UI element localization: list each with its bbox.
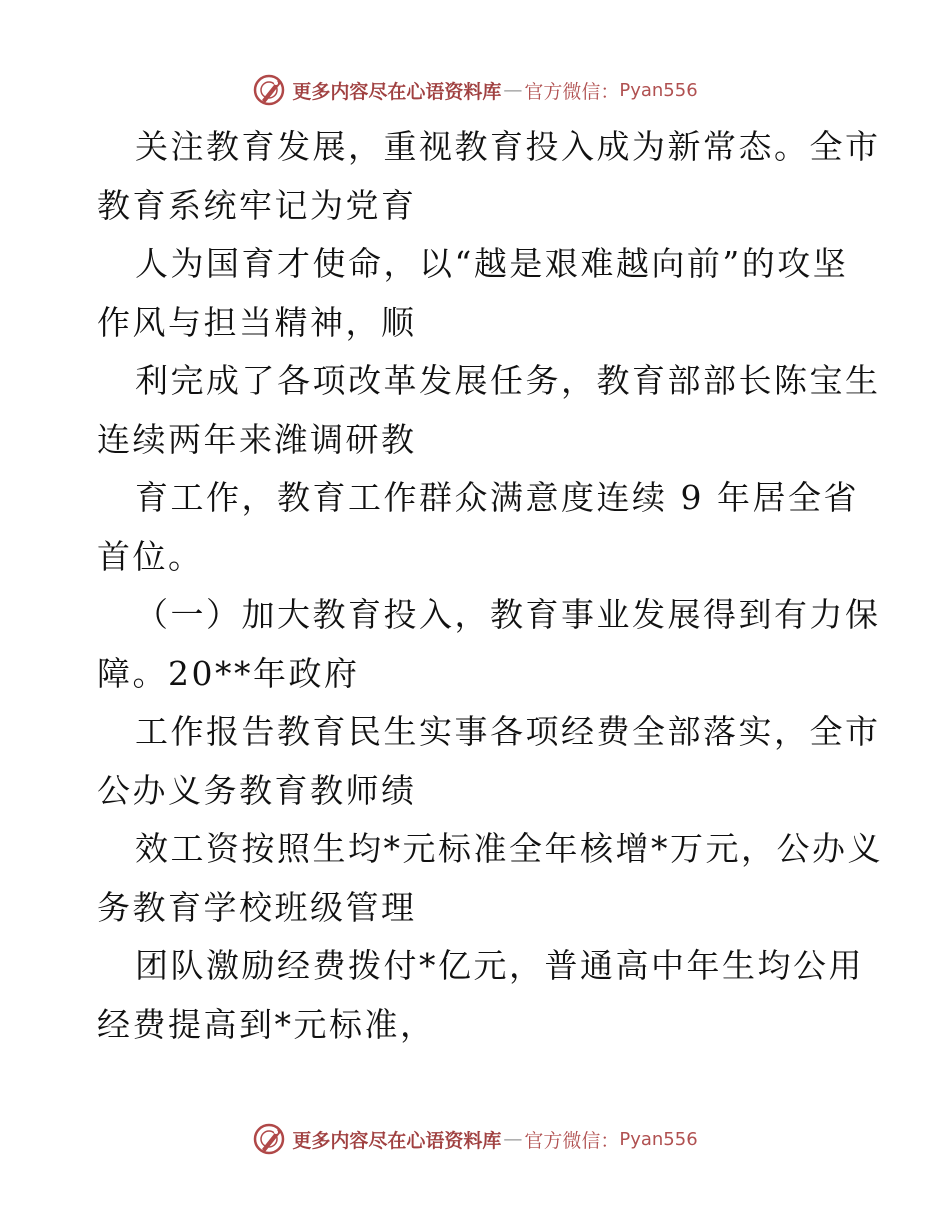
- text-line: 育工作，教育工作群众满意度连续 9 年居全省: [135, 478, 859, 517]
- banner-wechat-label: 官方微信：: [524, 80, 620, 103]
- banner-wechat-id: Pyan556: [619, 79, 698, 101]
- text-line: 公办义务教育教师绩: [97, 770, 417, 810]
- text-line: 工作报告教育民生实事各项经费全部落实，全市: [135, 712, 881, 751]
- text-line: 作风与担当精神，顺: [97, 302, 417, 342]
- text-line: 教育系统牢记为党育: [97, 185, 417, 225]
- text-line: 经费提高到*元标准，: [97, 1004, 436, 1044]
- text-line: 关注教育发展，重视教育投入成为新常态。全市: [135, 127, 881, 166]
- text-line: 人为国育才使命，以“越是艰难越向前”的攻坚: [135, 244, 849, 283]
- text-line: 利完成了各项改革发展任务，教育部部长陈宝生: [135, 361, 881, 400]
- document-body: [97, 118, 883, 1054]
- text-line: 障。20**年政府: [97, 653, 360, 693]
- banner-separator: —: [503, 79, 523, 101]
- banner-wechat-label: 官方微信：: [524, 1129, 620, 1152]
- text-line: 首位。: [97, 536, 204, 576]
- banner-separator: —: [503, 1128, 523, 1150]
- text-line: （一）加大教育投入，教育事业发展得到有力保: [135, 595, 881, 634]
- banner-text: 更多内容尽在心语资料库: [292, 1129, 502, 1152]
- text-line: 务教育学校班级管理: [97, 887, 417, 927]
- text-line: 团队激励经费拨付*亿元，普通高中年生均公用: [135, 946, 864, 985]
- banner-wechat-id: Pyan556: [619, 1128, 698, 1150]
- logo-pen-icon: [252, 1122, 286, 1156]
- text-line: 效工资按照生均*元标准全年核增*万元，公办义: [135, 829, 883, 868]
- banner-text: 更多内容尽在心语资料库: [292, 80, 502, 103]
- footer-banner: [0, 1117, 950, 1161]
- logo-pen-icon: [252, 73, 286, 107]
- header-banner: [0, 68, 950, 112]
- text-line: 连续两年来潍调研教: [97, 419, 417, 459]
